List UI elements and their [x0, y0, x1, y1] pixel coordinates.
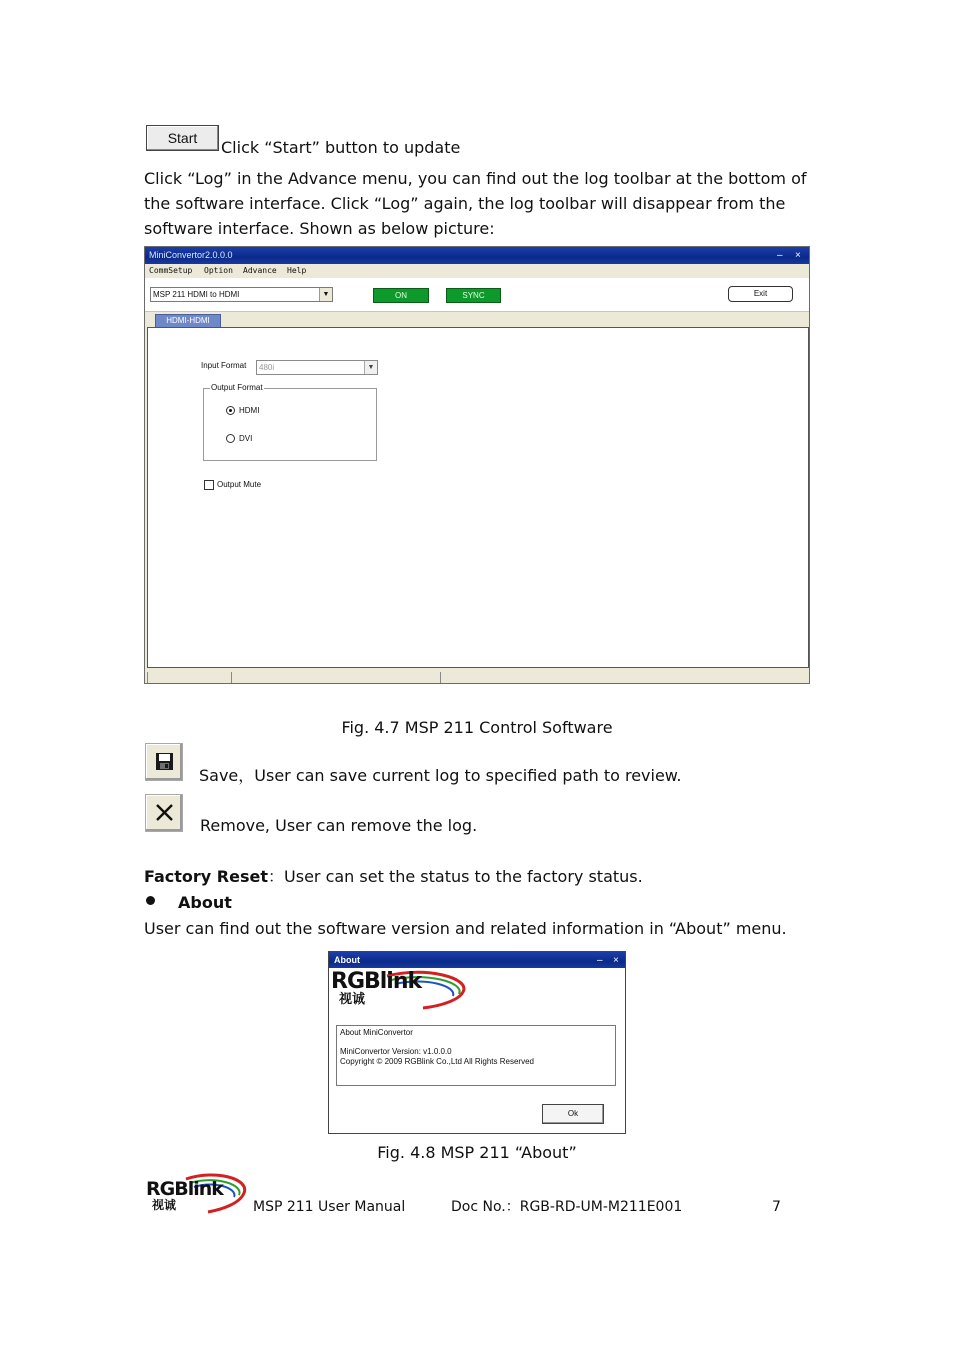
radio-hdmi[interactable]	[226, 406, 235, 415]
log-paragraph: Click “Log” in the Advance menu, you can find out the log toolbar at the bottom of the software interface. Click “Log” again, the log toolbar will disappear from the software interface. Shown as below picture:	[144, 169, 807, 238]
output-mute-label: Output Mute	[217, 480, 262, 489]
tab-panel	[147, 327, 809, 668]
chevron-down-icon[interactable]: ▼	[364, 361, 377, 374]
input-format-label: Input Format	[201, 361, 247, 370]
menu-help[interactable]: Help	[287, 266, 307, 275]
remove-icon	[145, 794, 183, 832]
about-titlebar	[329, 952, 625, 968]
footer-logo-chinese: 视诚	[152, 1198, 177, 1212]
start-button-image: Start	[146, 125, 219, 151]
footer-logo	[146, 1173, 248, 1215]
factory-reset-label: Factory Reset	[144, 867, 268, 886]
about-heading: About	[178, 893, 232, 912]
sync-button[interactable]: SYNC	[446, 288, 501, 303]
ok-button[interactable]: Ok	[542, 1104, 604, 1124]
radio-dvi[interactable]	[226, 434, 235, 443]
tab-hdmi-hdmi[interactable]: HDMI-HDMI	[155, 314, 221, 327]
output-mute-checkbox[interactable]	[204, 480, 214, 490]
toolbar	[145, 278, 809, 312]
radio-hdmi-label: HDMI	[239, 406, 260, 415]
menu-commsetup[interactable]: CommSetup	[149, 266, 193, 275]
input-format-select[interactable]	[256, 360, 378, 375]
minimize-icon[interactable]: –	[777, 250, 783, 261]
about-info-box	[336, 1025, 616, 1086]
factory-reset-text: User can set the status to the factory status.	[284, 867, 643, 886]
save-text: Save，User can save current log to specified path to review.	[199, 766, 682, 785]
minimize-icon[interactable]: –	[597, 955, 603, 966]
on-button[interactable]: ON	[373, 288, 429, 303]
bullet-icon	[146, 896, 155, 905]
remove-text: Remove, User can remove the log.	[200, 816, 478, 835]
footer-logo-text: RGBlink	[146, 1178, 223, 1200]
about-title: About	[334, 955, 360, 965]
chevron-down-icon[interactable]: ▼	[319, 288, 332, 301]
save-icon	[145, 743, 183, 781]
footer-page-number: 7	[772, 1199, 781, 1215]
radio-dvi-label: DVI	[239, 434, 253, 443]
about-logo	[331, 970, 471, 1010]
fig-4-7-caption: Fig. 4.7 MSP 211 Control Software	[341, 718, 613, 737]
about-version: MiniConvertor Version: v1.0.0.0	[340, 1047, 452, 1056]
about-dialog	[328, 951, 626, 1134]
tab-strip	[145, 312, 809, 327]
factory-reset-separator: ：	[268, 867, 285, 886]
about-logo-text: RGBlink	[331, 969, 422, 994]
footer-doc-no: Doc No.：RGB-RD-UM-M211E001	[451, 1199, 683, 1215]
menu-advance[interactable]: Advance	[243, 266, 277, 275]
footer-manual: MSP 211 User Manual	[253, 1199, 406, 1215]
about-paragraph: User can find out the software version and related information in “About” menu.	[144, 919, 787, 938]
software-window	[144, 246, 810, 684]
input-format-value: 480i	[259, 363, 275, 372]
device-select-value: MSP 211 HDMI to HDMI	[153, 290, 240, 299]
factory-reset-line	[144, 866, 643, 888]
start-instruction: Click “Start” button to update	[221, 138, 461, 157]
about-line-1: About MiniConvertor	[340, 1028, 413, 1037]
close-icon[interactable]: ×	[795, 250, 801, 261]
menubar	[145, 264, 809, 278]
about-logo-chinese: 视诚	[339, 992, 366, 1007]
menu-option[interactable]: Option	[204, 266, 233, 275]
output-format-label: Output Format	[211, 383, 263, 392]
status-bar	[145, 671, 809, 684]
fig-4-8-caption: Fig. 4.8 MSP 211 “About”	[377, 1143, 577, 1162]
close-icon[interactable]: ×	[613, 955, 619, 966]
output-format-group	[203, 383, 377, 461]
software-titlebar	[145, 247, 809, 264]
about-copyright: Copyright © 2009 RGBlink Co.,Ltd All Rights Reserved	[340, 1057, 534, 1066]
device-select[interactable]	[150, 287, 333, 302]
software-title: MiniConvertor2.0.0.0	[149, 250, 233, 260]
exit-button[interactable]: Exit	[728, 286, 793, 302]
